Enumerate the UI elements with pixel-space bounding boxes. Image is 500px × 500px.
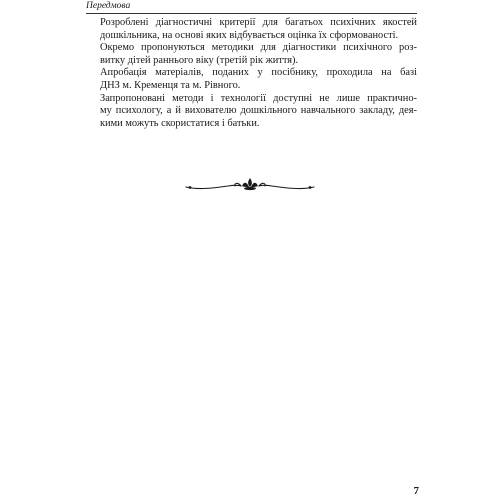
text-line: кими можуть скористатися і батьки. <box>100 117 260 129</box>
text-line: му психологу, а й вихователю дошкільного навчального закладу, дея- <box>100 105 417 117</box>
text-line: ДНЗ м. Кременця та м. Рівного. <box>100 79 241 91</box>
running-title: Передмова <box>86 1 131 11</box>
paragraph <box>86 93 417 131</box>
page-number: 7 <box>413 485 419 497</box>
text-line: Запропоновані методи і технології доступні не лише практично- <box>100 92 417 104</box>
text-line: Окремо пропонуються методики для діагностики психічного роз- <box>100 42 417 54</box>
paragraph <box>86 42 417 67</box>
text-line: витку дітей раннього віку (третій рік життя). <box>100 54 299 66</box>
text-line: Розроблені діагностичні критерії для багатьох психічних якостей <box>100 17 417 28</box>
paragraph <box>86 17 417 42</box>
flourish-divider-icon <box>184 176 316 194</box>
body-text <box>86 17 417 130</box>
text-line: Апробація матеріалів, поданих у посібнику, проходила на базі <box>100 67 417 79</box>
running-head <box>86 0 417 14</box>
text-line: дошкільника, на основі яких відбувається оцінка їх сформованості. <box>100 29 399 41</box>
paragraph <box>86 67 417 92</box>
